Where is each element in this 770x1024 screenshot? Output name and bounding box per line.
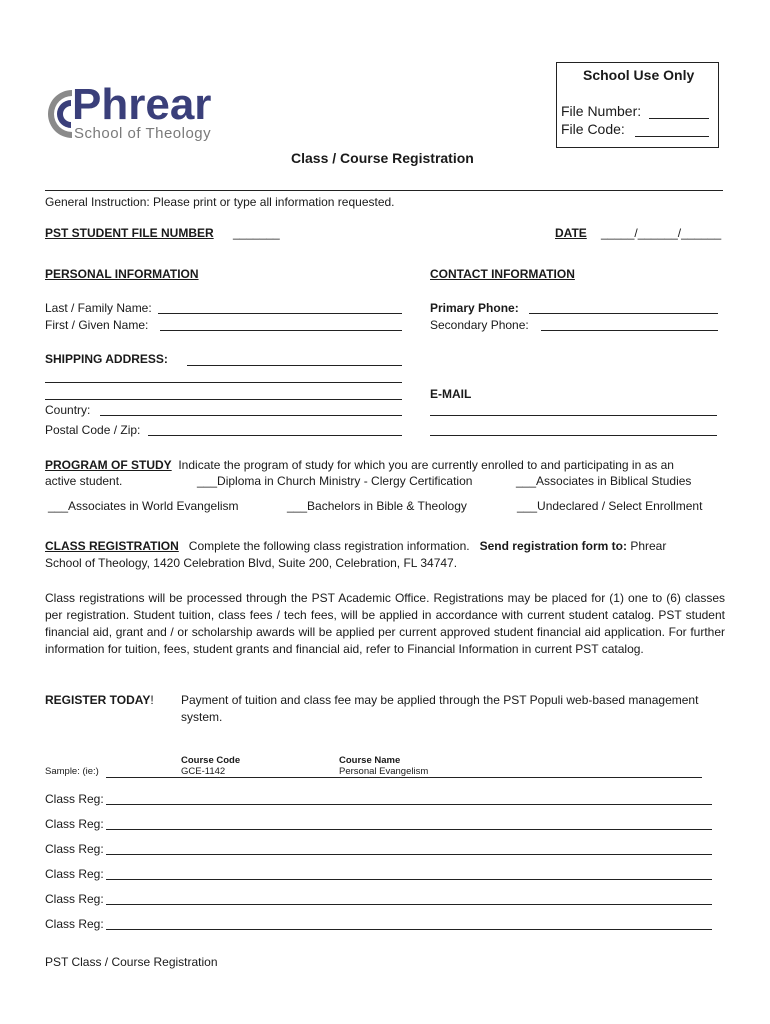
- class-reg-label: Class Reg:: [45, 792, 104, 806]
- class-reg-field[interactable]: [106, 804, 712, 805]
- register-today: [45, 693, 154, 707]
- send-to-line-1: Phrear: [630, 539, 667, 553]
- class-reg-field[interactable]: [106, 929, 712, 930]
- class-reg-label: Class Reg:: [45, 842, 104, 856]
- primary-phone-label: Primary Phone:: [430, 301, 519, 315]
- course-code-header: Course Code: [181, 755, 241, 766]
- footer-text: PST Class / Course Registration: [45, 955, 218, 969]
- register-today-heading: REGISTER TODAY: [45, 693, 151, 707]
- country-field[interactable]: [100, 415, 402, 416]
- general-instruction: General Instruction: Please print or type all information requested.: [45, 195, 395, 209]
- class-reg-field[interactable]: [106, 904, 712, 905]
- primary-phone-field[interactable]: [529, 313, 718, 314]
- postal-code-label: Postal Code / Zip:: [45, 423, 141, 437]
- personal-info-heading: PERSONAL INFORMATION: [45, 267, 199, 281]
- divider: [45, 190, 723, 191]
- shipping-address-line-3[interactable]: [45, 399, 402, 400]
- program-intro-text: Indicate the program of study for which you are currently enrolled to and participating in as an: [178, 458, 674, 472]
- postal-code-field[interactable]: [148, 435, 402, 436]
- email-field-2[interactable]: [430, 435, 717, 436]
- sample-course-name: Personal Evangelism: [339, 766, 429, 777]
- program-intro-line-2: active student.: [45, 474, 123, 488]
- sample-line: [106, 777, 702, 778]
- class-registration-intro: Complete the following class registration information.: [188, 539, 470, 553]
- school-use-box: [556, 62, 719, 148]
- class-reg-label: Class Reg:: [45, 817, 104, 831]
- secondary-phone-label: Secondary Phone:: [430, 318, 529, 332]
- secondary-phone-field[interactable]: [541, 330, 718, 331]
- program-option-diploma[interactable]: ___Diploma in Church Ministry - Clergy Certification: [197, 474, 473, 488]
- program-option-associates-biblical[interactable]: ___Associates in Biblical Studies: [516, 474, 692, 488]
- date-label: DATE: [555, 226, 587, 240]
- email-label: E-MAIL: [430, 387, 472, 401]
- class-registration-line-1: [45, 539, 666, 553]
- send-to-address: School of Theology, 1420 Celebration Blvd, Suite 200, Celebration, FL 34747.: [45, 556, 458, 570]
- register-today-text-2: system.: [181, 710, 223, 724]
- country-label: Country:: [45, 403, 91, 417]
- logo: [44, 80, 244, 146]
- class-reg-field[interactable]: [106, 829, 712, 830]
- date-blank[interactable]: _____/______/______: [601, 226, 722, 240]
- contact-info-heading: CONTACT INFORMATION: [430, 267, 575, 281]
- first-name-label: First / Given Name:: [45, 318, 149, 332]
- last-name-label: Last / Family Name:: [45, 301, 152, 315]
- file-number-field[interactable]: [649, 118, 709, 119]
- shipping-address-line-1[interactable]: [187, 365, 402, 366]
- page-title: Class / Course Registration: [291, 150, 474, 166]
- shipping-address-line-2[interactable]: [45, 382, 402, 383]
- shipping-address-label: SHIPPING ADDRESS:: [45, 352, 168, 366]
- program-option-bachelors[interactable]: ___Bachelors in Bible & Theology: [287, 499, 467, 513]
- last-name-field[interactable]: [158, 313, 402, 314]
- policy-text: Class registrations will be processed through the PST Academic Office. Registrations may be placed for (1) one to (6) classes per registration. Student tuition, class fees / tech fees, will be applied in accordance with current student catalog. PST student financial aid, grant and / or scholarship awards will be applied per current approved student financial aid application. For further information for tuition, fees, student grants and financial aid, refer to Financial Information in current PST catalog.: [45, 591, 725, 656]
- file-code-label: File Code:: [561, 121, 625, 137]
- register-today-text-1: Payment of tuition and class fee may be applied through the PST Populi web-based management: [181, 693, 699, 707]
- register-today-exclaim: !: [150, 693, 154, 707]
- sample-label: Sample: (ie:): [45, 766, 99, 777]
- program-heading: PROGRAM OF STUDY: [45, 458, 172, 472]
- program-option-undeclared[interactable]: ___Undeclared / Select Enrollment: [517, 499, 703, 513]
- logo-name: Phrear: [72, 80, 212, 129]
- program-option-associates-world[interactable]: ___Associates in World Evangelism: [48, 499, 239, 513]
- email-field-1[interactable]: [430, 415, 717, 416]
- file-number-label: File Number:: [561, 103, 642, 119]
- file-number-label-main: PST STUDENT FILE NUMBER: [45, 226, 214, 240]
- sample-course-code: GCE-1142: [181, 766, 226, 777]
- class-reg-field[interactable]: [106, 854, 712, 855]
- class-registration-heading: CLASS REGISTRATION: [45, 539, 179, 553]
- program-intro-line-1: [45, 458, 674, 472]
- school-use-title: School Use Only: [583, 67, 695, 83]
- class-reg-field[interactable]: [106, 879, 712, 880]
- send-to-label: Send registration form to:: [479, 539, 627, 553]
- class-reg-label: Class Reg:: [45, 867, 104, 881]
- file-code-field[interactable]: [635, 136, 709, 137]
- class-reg-label: Class Reg:: [45, 917, 104, 931]
- first-name-field[interactable]: [160, 330, 402, 331]
- logo-subtitle: School of Theology: [74, 125, 212, 142]
- class-reg-label: Class Reg:: [45, 892, 104, 906]
- file-number-blank[interactable]: _______: [233, 226, 280, 240]
- course-name-header: Course Name: [339, 755, 401, 766]
